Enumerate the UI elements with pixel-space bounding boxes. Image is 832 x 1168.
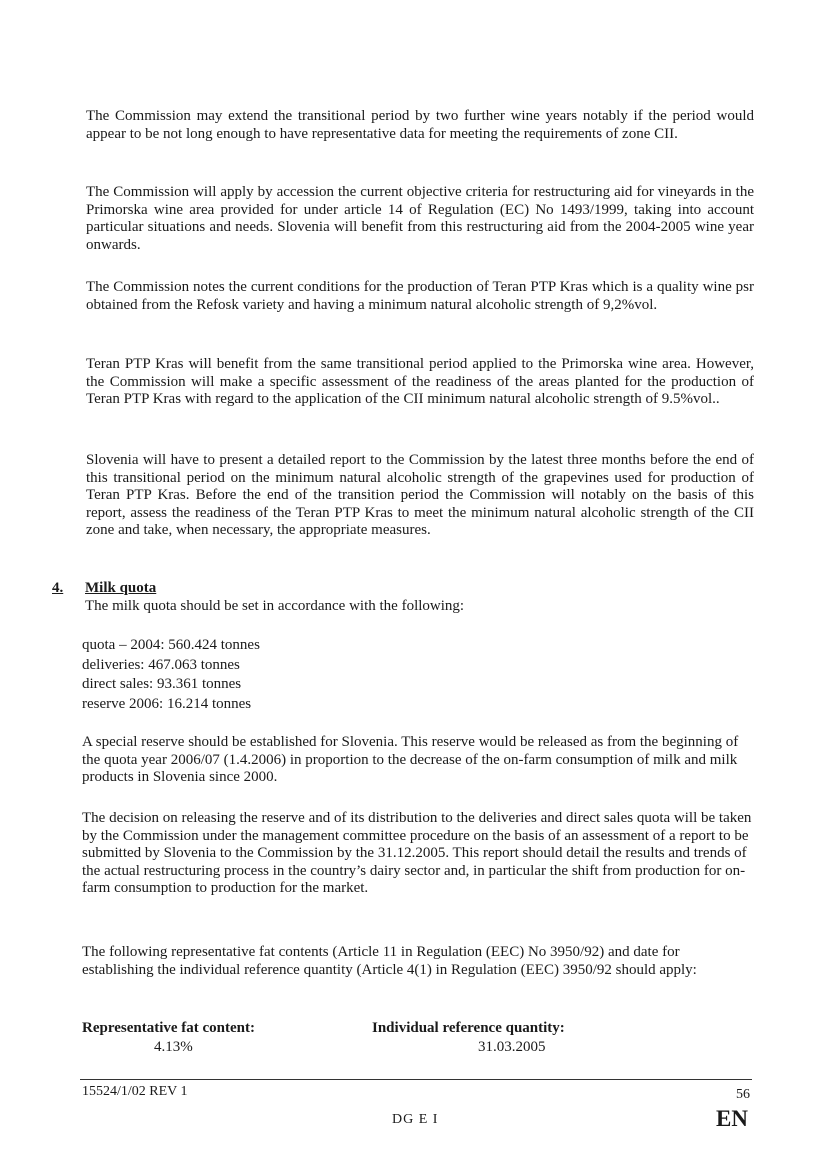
paragraph-teran-conditions: The Commission notes the current conditions for the production of Teran PTP Kras which is a quality wine psr obtained from the Refosk variety and having a minimum natural alcoholic strength of 9,2%vol.	[86, 279, 754, 313]
language-code: EN	[716, 1106, 748, 1131]
document-reference: 15524/1/02 REV 1	[82, 1084, 188, 1099]
reference-quantity-value: 31.03.2005	[478, 1039, 546, 1055]
fat-content-value: 4.13%	[154, 1039, 193, 1055]
paragraph-restructuring-aid: The Commission will apply by accession the current objective criteria for restructuring aid for vineyards in the Primorska wine area provided for under article 14 of Regulation (EC) No 1493/1999, taking into account particular situations and needs. Slovenia will benefit from this restructuring aid from the 2004-2005 wine year onwards.	[86, 184, 754, 253]
fat-content-column	[82, 1020, 382, 1056]
reference-quantity-label: Individual reference quantity:	[372, 1020, 565, 1036]
section-heading-milk-quota	[52, 580, 156, 597]
page-number: 56	[736, 1087, 750, 1102]
paragraph-fat-contents: The following representative fat contents (Article 11 in Regulation (EEC) No 3950/92) and date for establishing the individual reference quantity (Article 4(1) in Regulation (EEC) 3950/92 should apply:	[82, 944, 697, 978]
paragraph-slovenia-report: Slovenia will have to present a detailed report to the Commission by the latest three months before the end of this transitional period on the minimum natural alcoholic strength of the grapevines used for production of Teran PTP Kras. Before the end of the transition period the Commission will notably on the basis of this report, assess the readiness of the Teran PTP Kras to meet the minimum natural alcoholic strength of the CII zone and take, when necessary, the appropriate measures.	[86, 452, 754, 539]
reference-quantity-column	[372, 1020, 672, 1056]
paragraph-reserve-decision: The decision on releasing the reserve and of its distribution to the deliveries and direct sales quota will be taken by the Commission under the management committee procedure on the basis of an assessment of a report to be submitted by Slovenia to the Commission by the 31.12.2005. This report should detail the results and trends of the actual restructuring process in the country’s dairy sector and, in particular the shift from production for on-farm consumption to production for the market.	[82, 810, 752, 897]
section-number: 4.	[52, 580, 64, 596]
directorate-label: DG E I	[392, 1112, 439, 1127]
list-item: direct sales: 93.361 tonnes	[82, 676, 242, 692]
list-item: reserve 2006: 16.214 tonnes	[82, 695, 252, 712]
list-item: quota – 2004: 560.424 tonnes	[82, 637, 260, 653]
milk-quota-intro: The milk quota should be set in accordance with the following:	[85, 598, 465, 614]
section-title: Milk quota	[85, 580, 157, 596]
footer-divider	[80, 1079, 752, 1080]
fat-content-label: Representative fat content:	[82, 1020, 256, 1036]
paragraph-teran-transitional: Teran PTP Kras will benefit from the same transitional period applied to the Primorska wine area. However, the Commission will make a specific assessment of the readiness of the areas planted for the production of Teran PTP Kras with regard to the application of the CII minimum natural alcoholic strength of 9.5%vol..	[86, 356, 754, 408]
quota-list	[82, 636, 260, 714]
paragraph-transitional-extension: The Commission may extend the transitional period by two further wine years notably if the period would appear to be not long enough to have representative data for meeting the requirements of zone CII.	[86, 108, 754, 142]
paragraph-special-reserve: A special reserve should be established for Slovenia. This reserve would be released as from the beginning of the quota year 2006/07 (1.4.2006) in proportion to the decrease of the on-farm consumption of milk and milk products in Slovenia since 2000.	[82, 734, 739, 786]
list-item: deliveries: 467.063 tonnes	[82, 656, 240, 673]
